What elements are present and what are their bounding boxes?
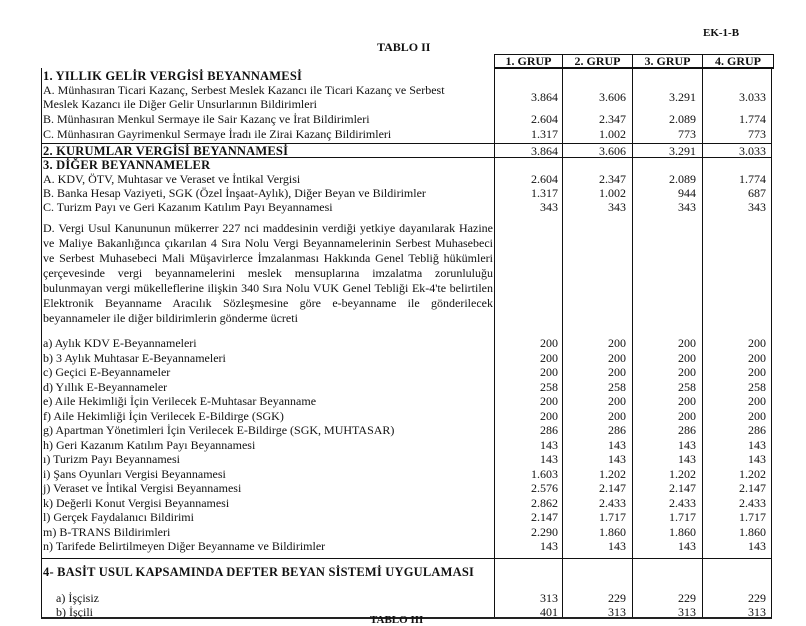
value-group-1: 343 — [540, 200, 558, 214]
value-group-4: 200 — [748, 394, 766, 408]
value-group-4: 687 — [748, 186, 766, 200]
value-group-2: 143 — [608, 452, 626, 466]
table-row — [42, 496, 771, 510]
value-group-4: 3.033 — [739, 144, 766, 158]
row-label: f) Aile Hekimliği İçin Verilecek E-Bildirge (SGK) — [43, 408, 284, 423]
value-group-1: 286 — [540, 423, 558, 437]
value-group-1: 2.147 — [531, 510, 558, 524]
row-divider — [42, 558, 771, 559]
value-group-3: 200 — [678, 336, 696, 350]
value-group-4: 143 — [748, 452, 766, 466]
value-group-1: 2.862 — [531, 495, 558, 510]
value-group-3: 200 — [678, 350, 696, 365]
table-row — [42, 200, 771, 214]
value-group-2: 200 — [608, 408, 626, 423]
column-header-row — [494, 54, 774, 69]
value-group-2: 2.347 — [599, 172, 626, 186]
value-group-1: 313 — [540, 591, 558, 605]
section-3-d-paragraph: D. Vergi Usul Kanununun mükerrer 227 nci maddesinin verdiği yetkiye dayanılarak Hazine ve Maliye Bakanlığınca çıkarılan 4 Sıra Nolu Vergi Beyannamelerinin Serbest Muhasebeci ve Serbest Muhasebeci Mali Müşavirlerce İmzalanması Hakkında Genel Tebliğ hükümleri çerçevesinde vergi beyannamelerini meslek mensuplarına imzalatma zorunluluğu bulunmayan vergi mükelleflerine ilişkin 340 Sıra Nolu VUK Genel Tebliği Ek-4'te belirtilen Elektronik Beyanname Aracılık Sözleşmesine göre e-beyanname ile gönderilecek beyannameler ile diğer bildirimlerin gönderme ücreti — [43, 221, 493, 325]
section-1-heading-row — [42, 69, 771, 83]
table-row — [42, 452, 771, 466]
value-group-2: 143 — [608, 437, 626, 452]
value-group-4: 143 — [748, 539, 766, 553]
row-label: m) B-TRANS Bildirimleri — [43, 524, 171, 539]
value-group-2: 1.202 — [599, 466, 626, 481]
table-row — [42, 394, 771, 408]
row-label: d) Yıllık E-Beyannameler — [43, 379, 168, 394]
value-group-4: 2.147 — [739, 481, 766, 495]
value-group-1: 2.576 — [531, 481, 558, 495]
row-label: g) Apartman Yönetimleri İçin Verilecek E-Bildirge (SGK, MUHTASAR) — [43, 423, 395, 437]
value-group-1: 143 — [540, 437, 558, 452]
value-group-3: 343 — [678, 200, 696, 214]
table-row — [42, 336, 771, 350]
value-group-2: 200 — [608, 350, 626, 365]
value-group-1: 143 — [540, 452, 558, 466]
value-group-1: 401 — [540, 605, 558, 619]
column-header-group-3: 3. GRUP — [633, 55, 703, 67]
row-label: a) İşçisiz — [56, 591, 99, 605]
column-header-group-2: 2. GRUP — [563, 55, 633, 67]
value-group-3: 143 — [678, 539, 696, 553]
section-1-title: 1. YILLIK GELİR VERGİSİ BEYANNAMESİ — [43, 69, 303, 83]
row-label: h) Geri Kazanım Katılım Payı Beyannamesi — [43, 437, 256, 452]
value-group-2: 200 — [608, 394, 626, 408]
table-row — [42, 112, 771, 126]
column-header-group-1: 1. GRUP — [495, 55, 563, 67]
value-group-2: 258 — [608, 379, 626, 394]
value-group-2: 200 — [608, 365, 626, 379]
value-group-1: 2.290 — [531, 524, 558, 539]
row-label: B. Banka Hesap Vaziyeti, SGK (Özel İnşaat-Aylık), Diğer Beyan ve Bildirimler — [43, 186, 426, 200]
value-group-3: 1.717 — [669, 510, 696, 524]
value-group-4: 200 — [748, 408, 766, 423]
value-group-3: 229 — [678, 591, 696, 605]
value-group-1: 2.604 — [531, 112, 558, 126]
value-group-4: 200 — [748, 350, 766, 365]
value-group-4: 200 — [748, 336, 766, 350]
table-row — [42, 127, 771, 141]
value-group-4: 258 — [748, 379, 766, 394]
value-group-4: 1.860 — [739, 524, 766, 539]
table-row — [42, 525, 771, 539]
table-row — [42, 438, 771, 452]
row-label: l) Gerçek Faydalanıcı Bildirimi — [43, 510, 194, 524]
value-group-1: 200 — [540, 394, 558, 408]
row-label: Meslek Kazancı ile Diğer Gelir Unsurlarının Bildirimleri — [43, 97, 317, 111]
section-3-heading-row — [42, 158, 771, 172]
value-group-3: 1.202 — [669, 466, 696, 481]
row-label: b) İşçili — [56, 605, 93, 619]
row-label: e) Aile Hekimliği İçin Verilecek E-Muhtasar Beyanname — [43, 394, 317, 408]
table-row — [42, 539, 771, 553]
value-group-4: 1.202 — [739, 466, 766, 481]
value-group-2: 143 — [608, 539, 626, 553]
fee-table — [41, 68, 772, 619]
value-group-3: 2.147 — [669, 481, 696, 495]
value-group-1: 200 — [540, 408, 558, 423]
value-group-3: 1.860 — [669, 524, 696, 539]
value-group-3: 2.089 — [669, 112, 696, 126]
value-group-3: 200 — [678, 365, 696, 379]
value-group-1: 200 — [540, 365, 558, 379]
value-group-4: 1.774 — [739, 112, 766, 126]
value-group-4: 286 — [748, 423, 766, 437]
value-group-4: 343 — [748, 200, 766, 214]
row-label: n) Tarifede Belirtilmeyen Diğer Beyanname ve Bildirimler — [43, 539, 326, 553]
row-label: j) Veraset ve İntikal Vergisi Beyannamesi — [43, 481, 242, 495]
value-group-3: 3.291 — [669, 144, 696, 158]
value-group-2: 3.606 — [599, 90, 626, 104]
table-row — [42, 409, 771, 423]
value-group-3: 3.291 — [669, 90, 696, 104]
table-row — [42, 365, 771, 379]
row-label: B. Münhasıran Menkul Sermaye ile Sair Kazanç ve İrat Bildirimleri — [43, 112, 370, 126]
value-group-2: 2.433 — [599, 495, 626, 510]
row-label: i) Şans Oyunları Vergisi Beyannamesi — [43, 466, 226, 481]
table-row — [42, 467, 771, 481]
value-group-4: 229 — [748, 591, 766, 605]
next-table-title-partial: TABLO III — [370, 614, 424, 626]
value-group-2: 1.002 — [599, 186, 626, 200]
value-group-1: 1.317 — [531, 186, 558, 200]
row-label: ı) Turizm Payı Beyannamesi — [43, 452, 180, 466]
value-group-1: 200 — [540, 336, 558, 350]
value-group-4: 1.717 — [739, 510, 766, 524]
value-group-4: 143 — [748, 437, 766, 452]
value-group-2: 1.717 — [599, 510, 626, 524]
value-group-2: 3.606 — [599, 144, 626, 158]
table-row — [42, 423, 771, 437]
table-row — [42, 510, 771, 524]
value-group-4: 200 — [748, 365, 766, 379]
value-group-3: 143 — [678, 437, 696, 452]
value-group-2: 200 — [608, 336, 626, 350]
value-group-4: 773 — [748, 127, 766, 141]
value-group-4: 3.033 — [739, 90, 766, 104]
value-group-3: 2.433 — [669, 495, 696, 510]
table-title: TABLO II — [377, 40, 431, 54]
table-row — [42, 172, 771, 186]
row-label: A. KDV, ÖTV, Muhtasar ve Veraset ve İntikal Vergisi — [43, 172, 301, 186]
value-group-3: 286 — [678, 423, 696, 437]
section-2-title: 2. KURUMLAR VERGİSİ BEYANNAMESİ — [43, 144, 289, 158]
value-group-1: 2.604 — [531, 172, 558, 186]
value-group-1: 258 — [540, 379, 558, 394]
value-group-4: 313 — [748, 605, 766, 619]
value-group-3: 200 — [678, 408, 696, 423]
value-group-2: 1.860 — [599, 524, 626, 539]
row-label: b) 3 Aylık Muhtasar E-Beyannameleri — [43, 350, 226, 365]
value-group-1: 1.317 — [531, 127, 558, 141]
value-group-2: 286 — [608, 423, 626, 437]
value-group-2: 313 — [608, 605, 626, 619]
value-group-3: 258 — [678, 379, 696, 394]
value-group-3: 143 — [678, 452, 696, 466]
annex-label: EK-1-B — [703, 27, 740, 39]
value-group-1: 3.864 — [531, 90, 558, 104]
row-label: C. Münhasıran Gayrimenkul Sermaye İradı ile Zirai Kazanç Bildirimleri — [43, 127, 392, 141]
table-row — [42, 351, 771, 365]
value-group-1: 3.864 — [531, 144, 558, 158]
table-row-values — [42, 90, 771, 104]
value-group-2: 1.002 — [599, 127, 626, 141]
section-3-title: 3. DİĞER BEYANNAMELER — [43, 158, 211, 172]
table-row — [42, 481, 771, 495]
value-group-2: 2.347 — [599, 112, 626, 126]
value-group-3: 944 — [678, 186, 696, 200]
value-group-3: 313 — [678, 605, 696, 619]
value-group-1: 143 — [540, 539, 558, 553]
value-group-4: 2.433 — [739, 495, 766, 510]
row-label: C. Turizm Payı ve Geri Kazanım Katılım Payı Beyannamesi — [43, 200, 333, 214]
value-group-3: 200 — [678, 394, 696, 408]
value-group-2: 343 — [608, 200, 626, 214]
section-2-row — [42, 144, 771, 158]
row-label: k) Değerli Konut Vergisi Beyannamesi — [43, 495, 230, 510]
value-group-4: 1.774 — [739, 172, 766, 186]
value-group-1: 1.603 — [531, 466, 558, 481]
value-group-1: 200 — [540, 350, 558, 365]
section-4-title: 4- BASİT USUL KAPSAMINDA DEFTER BEYAN SİSTEMİ UYGULAMASI — [43, 565, 475, 579]
row-label: c) Geçici E-Beyannameler — [43, 365, 171, 379]
row-label: a) Aylık KDV E-Beyannameleri — [43, 336, 197, 350]
value-group-2: 229 — [608, 591, 626, 605]
table-row — [42, 591, 771, 605]
section-4-heading-row — [42, 565, 771, 579]
table-row — [42, 380, 771, 394]
value-group-3: 773 — [678, 127, 696, 141]
table-row — [42, 186, 771, 200]
value-group-2: 2.147 — [599, 481, 626, 495]
column-header-group-4: 4. GRUP — [715, 54, 761, 68]
value-group-3: 2.089 — [669, 172, 696, 186]
row-label: A. Münhasıran Ticari Kazanç, Serbest Meslek Kazancı ile Ticari Kazanç ve Serbest — [43, 83, 445, 97]
